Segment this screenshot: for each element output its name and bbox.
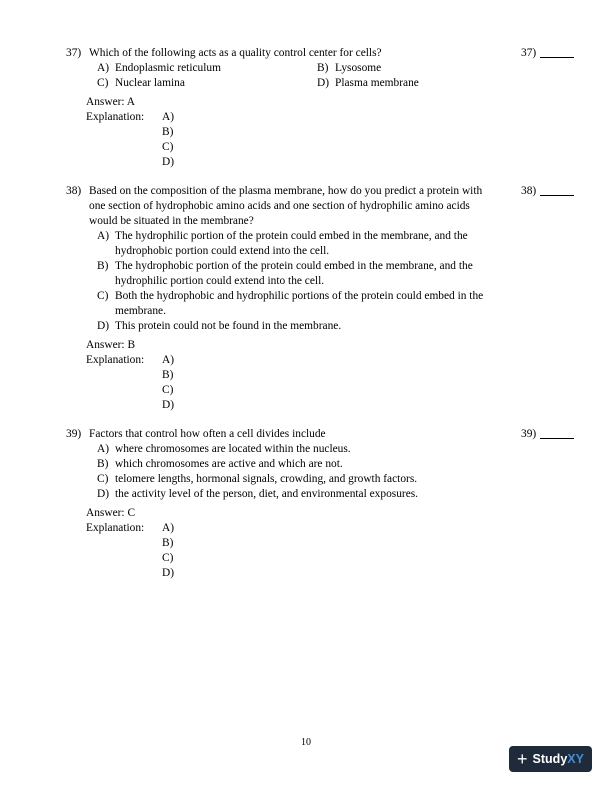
explanation-option: D) — [162, 399, 175, 411]
option-b: B) which chromosomes are active and which are not. — [97, 458, 343, 470]
explanation-option: B) — [162, 126, 174, 138]
answer-line: Answer: C — [86, 507, 136, 519]
answer-blank — [540, 184, 574, 196]
question-text-line: would be situated in the membrane? — [89, 215, 254, 227]
answer-line: Answer: A — [86, 96, 136, 108]
explanation-label: Explanation: — [86, 111, 145, 123]
question-number: 38) — [66, 185, 82, 197]
plus-icon: + — [517, 749, 528, 769]
option-a: A) where chromosomes are located within the nucleus. — [97, 443, 351, 455]
explanation-option: D) — [162, 567, 175, 579]
explanation-block — [86, 353, 576, 413]
answer-slot — [521, 184, 574, 199]
question-text-line: Based on the composition of the plasma membrane, how do you predict a protein with — [89, 185, 483, 197]
explanation-option: D) — [162, 156, 175, 168]
answer-slot-number: 39) — [521, 428, 537, 440]
answer-blank — [540, 46, 574, 58]
explanation-label: Explanation: — [86, 522, 145, 534]
option-c: C) Nuclear lamina — [97, 77, 185, 89]
option-d: D) the activity level of the person, diet, and environmental exposures. — [97, 488, 419, 500]
brand-name: StudyXY — [532, 751, 584, 766]
question-text-line: one section of hydrophobic amino acids and one section of hydrophilic amino acids — [89, 200, 470, 212]
option-c: C) Both the hydrophobic and hydrophilic portions of the protein could embed in the membrane. — [97, 290, 484, 317]
explanation-block — [86, 110, 576, 170]
answer-slot-number: 37) — [521, 47, 537, 59]
explanation-option: A) — [162, 522, 175, 534]
explanation-option: B) — [162, 537, 174, 549]
explanation-option: A) — [162, 111, 175, 123]
question-text: Factors that control how often a cell divides include — [89, 428, 326, 440]
question-number: 37) — [66, 47, 82, 59]
explanation-label: Explanation: — [86, 354, 145, 366]
explanation-block — [86, 521, 576, 581]
explanation-option: C) — [162, 552, 174, 564]
answer-slot-number: 38) — [521, 185, 537, 197]
option-b: B) Lysosome — [317, 62, 382, 74]
question-37 — [66, 46, 576, 170]
question-number: 39) — [66, 428, 82, 440]
answer-blank — [540, 427, 574, 439]
explanation-option: A) — [162, 354, 175, 366]
page-number: 10 — [301, 737, 311, 748]
studyxy-badge[interactable] — [509, 746, 592, 772]
answer-slot — [521, 427, 574, 442]
option-d: D) This protein could not be found in the membrane. — [97, 320, 342, 332]
question-38 — [66, 184, 576, 413]
option-b: B) The hydrophobic portion of the protein could embed in the membrane, and the hydrophilic portion could extend into the cell. — [97, 260, 473, 287]
question-text: Which of the following acts as a quality control center for cells? — [89, 47, 382, 59]
answer-slot — [521, 46, 574, 61]
explanation-option: C) — [162, 384, 174, 396]
option-a: A) The hydrophilic portion of the protein could embed in the membrane, and the hydrophobic portion could extend into the cell. — [97, 230, 468, 257]
explanation-option: B) — [162, 369, 174, 381]
option-a: A) Endoplasmic reticulum — [97, 62, 221, 74]
option-d: D) Plasma membrane — [317, 77, 419, 89]
option-c: C) telomere lengths, hormonal signals, crowding, and growth factors. — [97, 473, 418, 485]
question-39 — [66, 427, 576, 581]
answer-line: Answer: B — [86, 339, 136, 351]
explanation-option: C) — [162, 141, 174, 153]
